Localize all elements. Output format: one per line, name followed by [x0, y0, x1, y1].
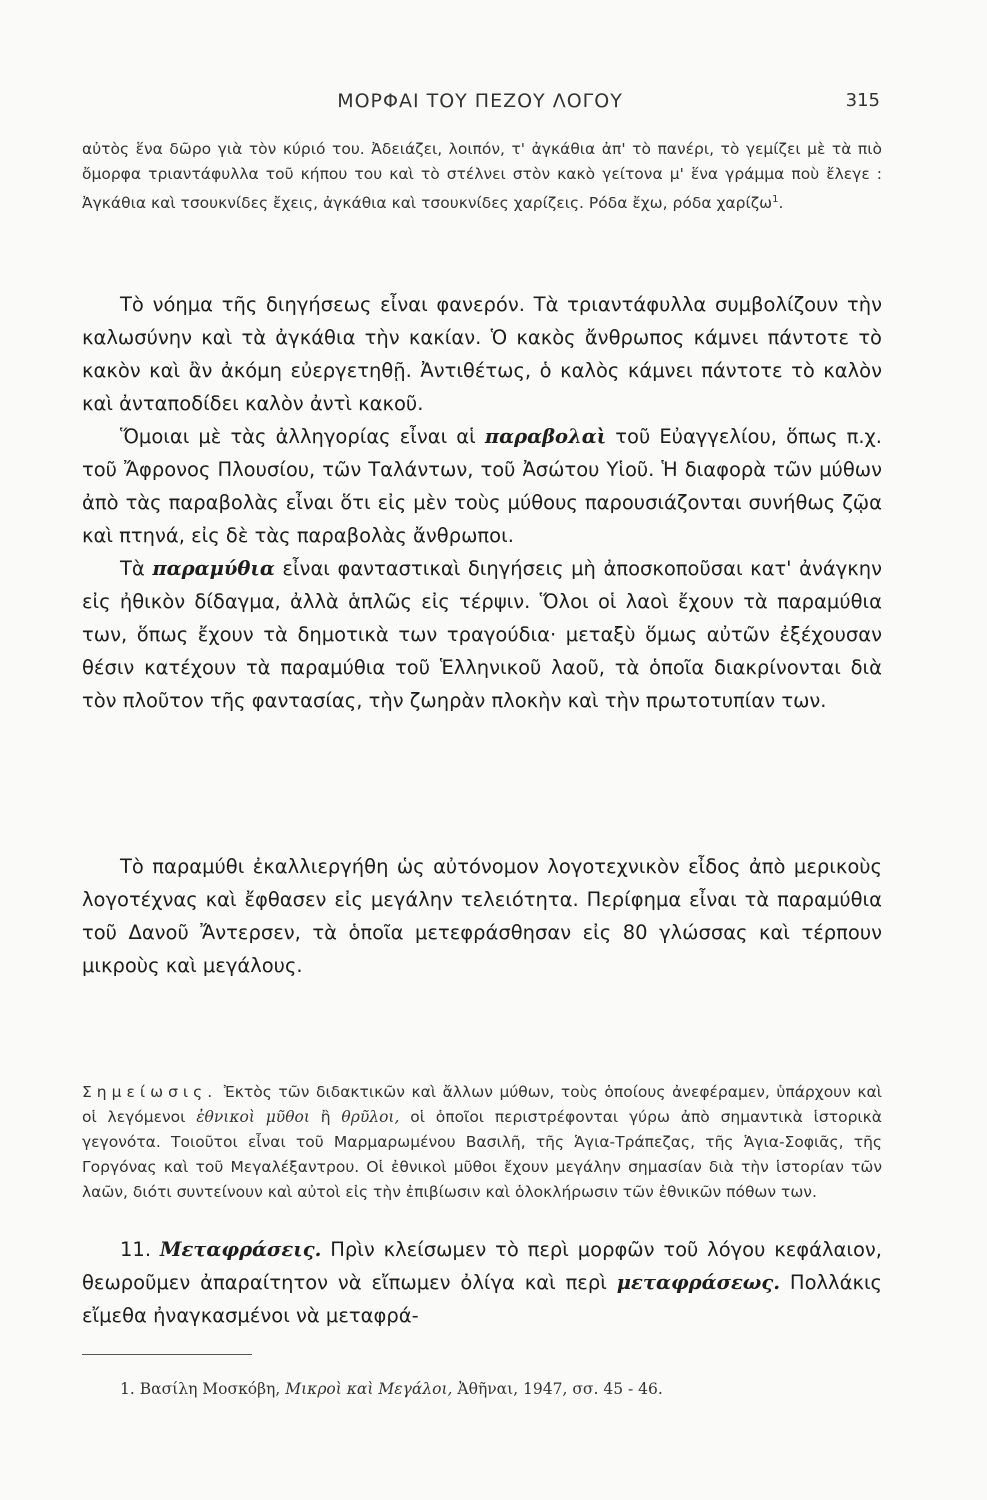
- note-term-national-myths: ἐθνικοὶ μῦθοι: [196, 1108, 310, 1126]
- parables-text-a: Ὅμοιαι μὲ τὰς ἀλληγορίας εἶναι αἱ: [120, 425, 476, 448]
- footnote-author: Βασίλη Μοσκόβη,: [139, 1380, 281, 1398]
- section-translations: [82, 1233, 882, 1332]
- parables-text-b: τοῦ Εὐαγγελίου, ὅπως π.χ. τοῦ Ἄφρονος Πλουσίου, τῶν Ταλάντων, τοῦ Ἀσώτου Υἱοῦ. Ἡ διαφορὰ τῶν μύθων ἀπὸ τὰς παραβολὰς εἶναι ὅτι εἰς μὲν τοὺς μύθους παρουσιάζονται συνήθως ζῷα καὶ πτηνά, εἰς δὲ τὰς παραβολὰς ἄνθρωποι.: [82, 425, 883, 547]
- footnote-title: Μικροὶ καὶ Μεγάλοι,: [285, 1380, 453, 1398]
- intro-text: αὐτὸς ἕνα δῶρο γιὰ τὸν κύριό του. Ἀδειάζει, λοιπόν, τ' ἀγκάθια ἀπ' τὸ πανέρι, τὸ γεμίζει μὲ τὰ πιὸ ὄμορφα τριαντάφυλλα τοῦ κήπου του καὶ τὸ στέλνει στὸν κακὸ γείτονα μ' ἕνα γράμμα ποὺ ἔλεγε : Ἀγκάθια καὶ τσουκνίδες ἔχεις, ἀγκάθια καὶ τσουκνίδες χαρίζεις. Ρόδα ἔχω, ρόδα χαρίζω: [82, 140, 882, 213]
- section-text-a: Πρὶν κλείσωμεν τὸ περὶ μορφῶν τοῦ λόγου κεφάλαιον, θεωροῦμεν ἀπαραίτητον νὰ εἴπωμεν ὀλίγα καὶ περὶ: [82, 1238, 882, 1294]
- footnote-number: 1.: [120, 1380, 135, 1398]
- main-text-block-1: [82, 288, 882, 717]
- intro-end: .: [778, 194, 784, 213]
- note-term-legends: θρῦλοι,: [341, 1108, 400, 1126]
- term-fairy-tales: παραμύθια: [152, 557, 275, 580]
- page-header: [80, 90, 880, 114]
- paragraph-allegory-meaning: Τὸ νόημα τῆς διηγήσεως εἶναι φανερόν. Τὰ τριαντάφυλλα συμβολίζουν τὴν καλωσύνην καὶ τὰ ἀγκάθια τὴν κακίαν. Ὁ κακὸς ἄνθρωπος κάμνει πάντοτε τὸ κακὸν καὶ ἂν ἀκόμη εὐεργετηθῇ. Ἀντιθέτως, ὁ καλὸς κάμνει πάντοτε τὸ καλὸν καὶ ἀνταποδίδει καλὸν ἀντὶ κακοῦ.: [82, 293, 882, 415]
- note-label: Σημείωσις.: [82, 1083, 218, 1101]
- note-text-c: οἱ ὁποῖοι περιστρέφονται γύρω ἀπὸ σημαντικὰ ἱστορικὰ γεγονότα. Τοιοῦτοι εἶναι τοῦ Μαρμαρωμένου Βασιλῆ, τῆς Ἁγια-Τράπεζας, τῆς Ἁγια-Σοφιᾶς, τῆς Γοργόνας καὶ τοῦ Μεγαλέξαντρου. Οἱ ἐθνικοὶ μῦθοι ἔχουν μεγάλην σημασίαν διὰ τὴν ἱστορίαν τῶν λαῶν, διότι συντείνουν καὶ αὐτοὶ εἰς τὴν ἐπιβίωσιν καὶ ὁλοκλήρωσιν τῶν ἐθνικῶν πόθων των.: [82, 1108, 883, 1201]
- main-text-block-2: [82, 850, 882, 982]
- term-translation: μεταφράσεως.: [616, 1271, 781, 1294]
- page-number: 315: [845, 90, 880, 111]
- note-text-a: Ἐκτὸς τῶν διδακτικῶν καὶ ἄλλων μύθων, τοὺς ὁποίους ἀνεφέραμεν, ὑπάρχουν καὶ οἱ λεγόμενοι: [82, 1083, 882, 1126]
- paragraph-parables: [82, 420, 882, 552]
- intro-paragraph: [82, 137, 882, 216]
- section-text-b: Πολλάκις εἴμεθα ἠναγκασμένοι νὰ μεταφρά-: [82, 1271, 882, 1327]
- footnote: [120, 1380, 900, 1398]
- fairytales-text-a: Τὰ: [120, 557, 145, 580]
- term-parables: παραβολαὶ: [484, 425, 607, 448]
- section-paragraph: [82, 1233, 882, 1332]
- footnote-divider: [82, 1354, 252, 1355]
- paragraph-fairy-tales: [82, 552, 882, 717]
- note-paragraph: [82, 1080, 882, 1205]
- running-title: ΜΟΡΦΑΙ ΤΟΥ ΠΕΖΟΥ ΛΟΓΟΥ: [337, 90, 623, 112]
- note-text-b: ἢ: [320, 1108, 331, 1126]
- footnote-ref: 1: [772, 194, 779, 205]
- section-heading: Μεταφράσεις.: [159, 1238, 322, 1261]
- fairytales-text-b: εἶναι φανταστικαὶ διηγήσεις μὴ ἀποσκοποῦσαι κατ' ἀνάγκην εἰς ἠθικὸν δίδαγμα, ἀλλὰ ἁπλῶς εἰς τέρψιν. Ὅλοι οἱ λαοὶ ἔχουν τὰ παραμύθια των, ὅπως ἔχουν τὰ δημοτικὰ των τραγούδια· μεταξὺ ὅμως αὐτῶν ἐξέχουσαν θέσιν κατέχουν τὰ παραμύθια τοῦ Ἑλληνικοῦ λαοῦ, τὰ ὁποῖα διακρίνονται διὰ τὸν πλοῦτον τῆς φαντασίας, τὴν ζωηρὰν πλοκὴν καὶ τὴν πρωτοτυπίαν των.: [82, 557, 882, 712]
- paragraph-andersen: Τὸ παραμύθι ἐκαλλιεργήθη ὡς αὐτόνομον λογοτεχνικὸν εἶδος ἀπὸ μερικοὺς λογοτέχνας καὶ ἔφθασεν εἰς μεγάλην τελειότητα. Περίφημα εἶναι τὰ παραμύθια τοῦ Δανοῦ Ἄντερσεν, τὰ ὁποῖα μετεφράσθησαν εἰς 80 γλώσσας καὶ τέρπουν μικροὺς καὶ μεγάλους.: [82, 855, 882, 977]
- footnote-rest: Ἀθῆναι, 1947, σσ. 45 - 46.: [457, 1380, 663, 1398]
- section-number: 11.: [120, 1238, 152, 1261]
